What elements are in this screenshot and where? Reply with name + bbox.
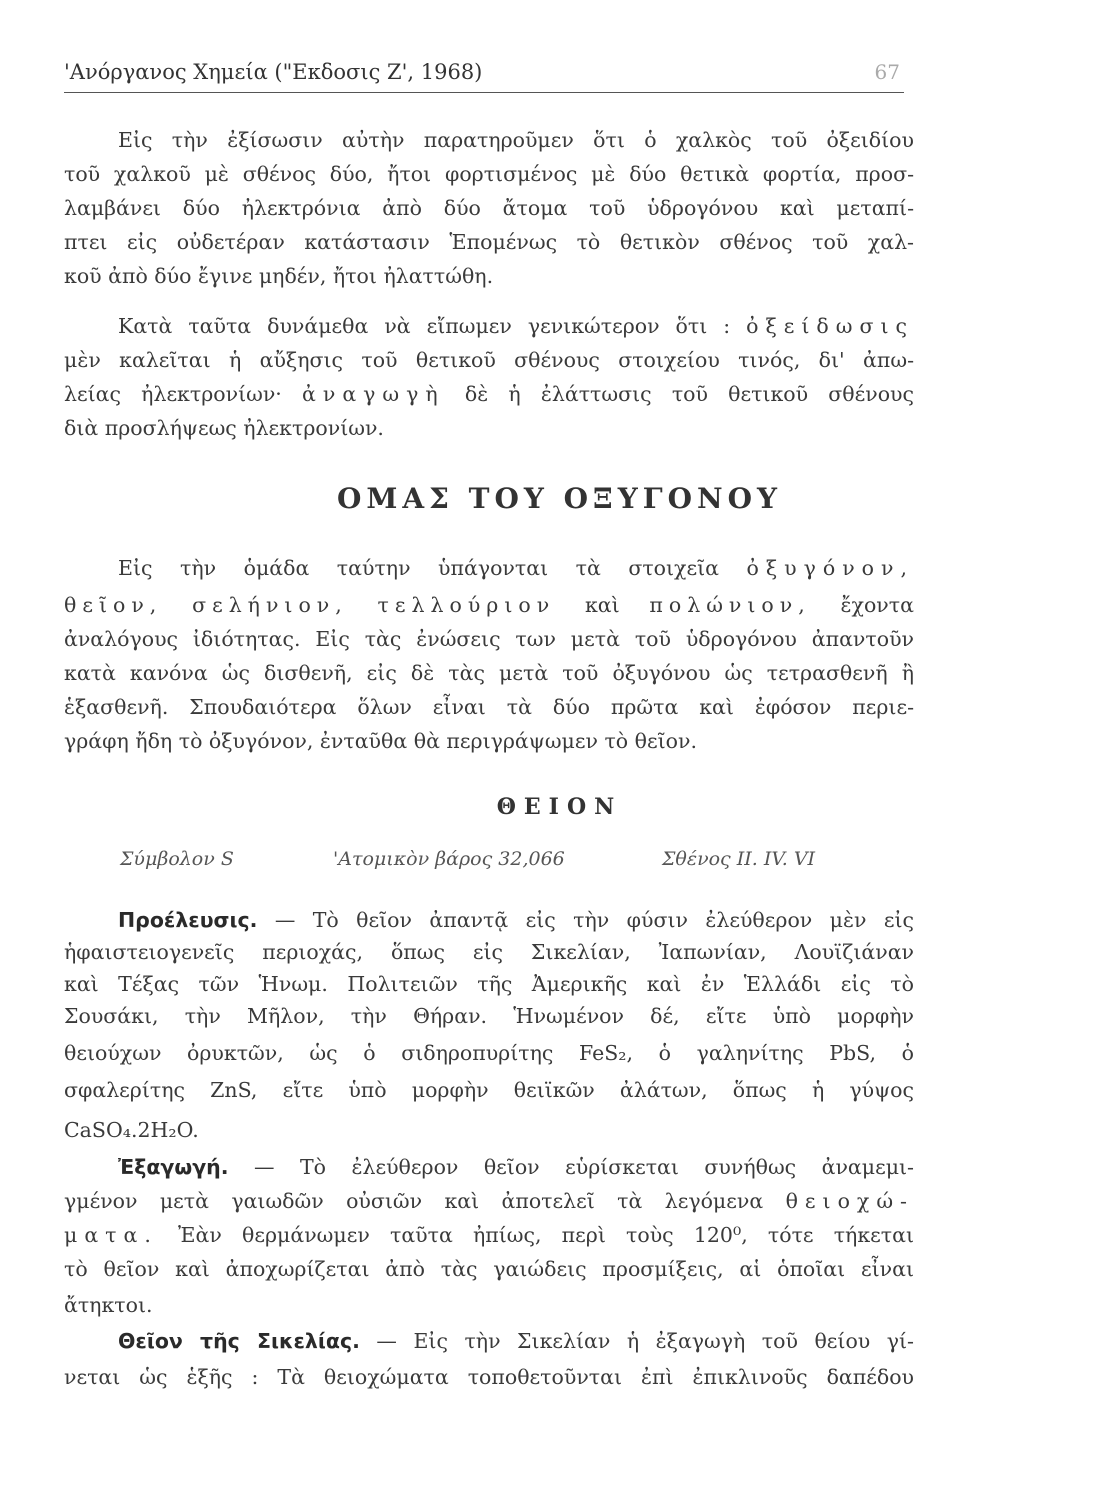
subheading-sicilian-sulfur: Θεῖον τῆς Σικελίας. [118,1329,360,1353]
para5-line [64,1220,914,1250]
para4-text: — Τὸ θεῖον ἀπαντᾷ εἰς τὴν φύσιν ἐλεύθερον μὲν εἰς [257,908,914,932]
para2-line [64,311,914,341]
para3-line [64,590,914,620]
para3-text: καὶ [584,593,620,617]
subheading-extraction: Ἐξαγωγή. [118,1155,229,1179]
para3-line: ἑξασθενῆ. Σπουδαιότερα ὅλων εἶναι τὰ δύο πρῶτα καὶ ἐφόσον περιε- [64,695,914,719]
term-selenium: σελήνιον, [192,593,348,617]
para6-line [64,1326,914,1356]
para5-text: — Τὸ ἐλεύθερον θεῖον εὑρίσκεται συνήθως ἀναμεμι- [228,1155,914,1179]
term-oxidation: ὀξείδωσις [746,314,914,338]
para2-line [64,379,914,409]
term-tellurium: τελλούριον [377,593,556,617]
book-title: 'Ανόργανος Χημεία ("Εκδοσις Ζ', 1968) [64,60,483,84]
para3-text: ἔχοντα [840,593,914,617]
para2-text: λείας ἠλεκτρονίων· [64,382,282,406]
para3-line [64,553,914,583]
section-heading-sulfur: ΘΕΙΟΝ [496,794,623,820]
para3-line: κατὰ κανόνα ὡς δισθενῆ, εἰς δὲ τὰς μετὰ τοῦ ὀξυγόνου ὡς τετρασθενῆ ἢ [64,661,914,685]
para4-line: σφαλερίτης ZnS, εἴτε ὑπὸ μορφὴν θειϊκῶν ἀλάτων, ὅπως ἡ γύψος [64,1078,914,1102]
para3-line: ἀναλόγους ἰδιότητας. Εἰς τὰς ἐνώσεις των μετὰ τοῦ ὑδρογόνου ἀπαντοῦν [64,627,914,651]
para1-line: κοῦ ἀπὸ δύο ἔγινε μηδέν, ἤτοι ἠλαττώθη. [64,264,494,288]
term-oxygen: ὀξυγόνον, [746,556,914,580]
para3-line: γράφη ἤδη τὸ ὀξυγόνον, ἐνταῦθα θὰ περιγράψωμεν τὸ θεῖον. [64,729,697,753]
para4-line: καὶ Τέξας τῶν Ἡνωμ. Πολιτειῶν τῆς Ἀμερικῆς καὶ ἐν Ἑλλάδι εἰς τὸ [64,972,914,996]
para5-text: γμένον μετὰ γαιωδῶν οὐσιῶν καὶ ἀποτελεῖ τὰ λεγόμενα [64,1189,764,1213]
term-sulfur-earths: θειοχώ- [785,1189,914,1213]
para5-line [64,1186,914,1216]
page-number: 67 [874,60,900,84]
para4-line: CaSO₄.2H₂O. [64,1118,199,1142]
para2-text: Κατὰ ταῦτα δυνάμεθα νὰ εἴπωμεν γενικώτερον ὅτι : [118,314,731,338]
para6-line: νεται ὡς ἑξῆς : Τὰ θειοχώματα τοποθετοῦνται ἐπὶ ἐπικλινοῦς δαπέδου [64,1365,914,1389]
para6-text: — Εἰς τὴν Σικελίαν ἡ ἐξαγωγὴ τοῦ θείου γί- [359,1329,914,1353]
para2-line: μὲν καλεῖται ἡ αὔξησις τοῦ θετικοῦ σθένους στοιχείου τινός, δι' ἀπω- [64,348,914,372]
subheading-origin: Προέλευσις. [118,908,258,932]
term-sulfur-earths-end: ματα. [64,1223,158,1247]
para1-line: Εἰς τὴν ἐξίσωσιν αὐτὴν παρατηροῦμεν ὅτι ὁ χαλκὸς τοῦ ὀξειδίου [118,128,914,152]
para2-line: διὰ προσλήψεως ἠλεκτρονίων. [64,416,384,440]
para5-line [64,1152,914,1182]
term-reduction: ἀναγωγὴ [302,382,445,406]
term-polonium: πολώνιον, [649,593,811,617]
section-heading-oxygen-group: ΟΜΑΣ ΤΟΥ ΟΞΥΓΟΝΟΥ [337,482,782,515]
para5-text: Ἐὰν θερμάνωμεν ταῦτα ἠπίως, περὶ τοὺς 120⁰, τότε τήκεται [157,1223,914,1247]
element-symbol: Σύμβολον S [120,848,234,870]
para3-text: Εἰς τὴν ὁμάδα ταύτην ὑπάγονται τὰ στοιχεῖα [118,556,719,580]
para4-line [64,905,914,935]
para5-line: ἄτηκτοι. [64,1293,153,1317]
term-sulfur: θεῖον, [64,593,163,617]
para5-line: τὸ θεῖον καὶ ἀποχωρίζεται ἀπὸ τὰς γαιώδεις προσμίξεις, αἱ ὁποῖαι εἶναι [64,1257,914,1281]
valence: Σθένος II. IV. VI [662,848,816,870]
para4-line: ἡφαιστειογενεῖς περιοχάς, ὅπως εἰς Σικελίαν, Ἰαπωνίαν, Λουϊζιάναν [64,940,914,964]
running-header [64,52,904,93]
para1-line: τοῦ χαλκοῦ μὲ σθένος δύο, ἤτοι φορτισμένος μὲ δύο θετικὰ φορτία, προσ- [64,162,914,186]
para1-line: πτει εἰς οὐδετέραν κατάστασιν Ἑπομένως τὸ θετικὸν σθένος τοῦ χαλ- [64,230,914,254]
para1-line: λαμβάνει δύο ἠλεκτρόνια ἀπὸ δύο ἄτομα τοῦ ὑδρογόνου καὶ μεταπί- [64,196,914,220]
para4-line: Σουσάκι, τὴν Μῆλον, τὴν Θήραν. Ἡνωμένον δέ, εἴτε ὑπὸ μορφὴν [64,1004,914,1028]
para2-text: δὲ ἡ ἐλάττωσις τοῦ θετικοῦ σθένους [464,382,914,406]
atomic-weight: 'Ατομικὸν βάρος 32,066 [333,848,565,870]
para4-line: θειούχων ὀρυκτῶν, ὡς ὁ σιδηροπυρίτης FeS₂, ὁ γαληνίτης PbS, ὁ [64,1041,914,1065]
